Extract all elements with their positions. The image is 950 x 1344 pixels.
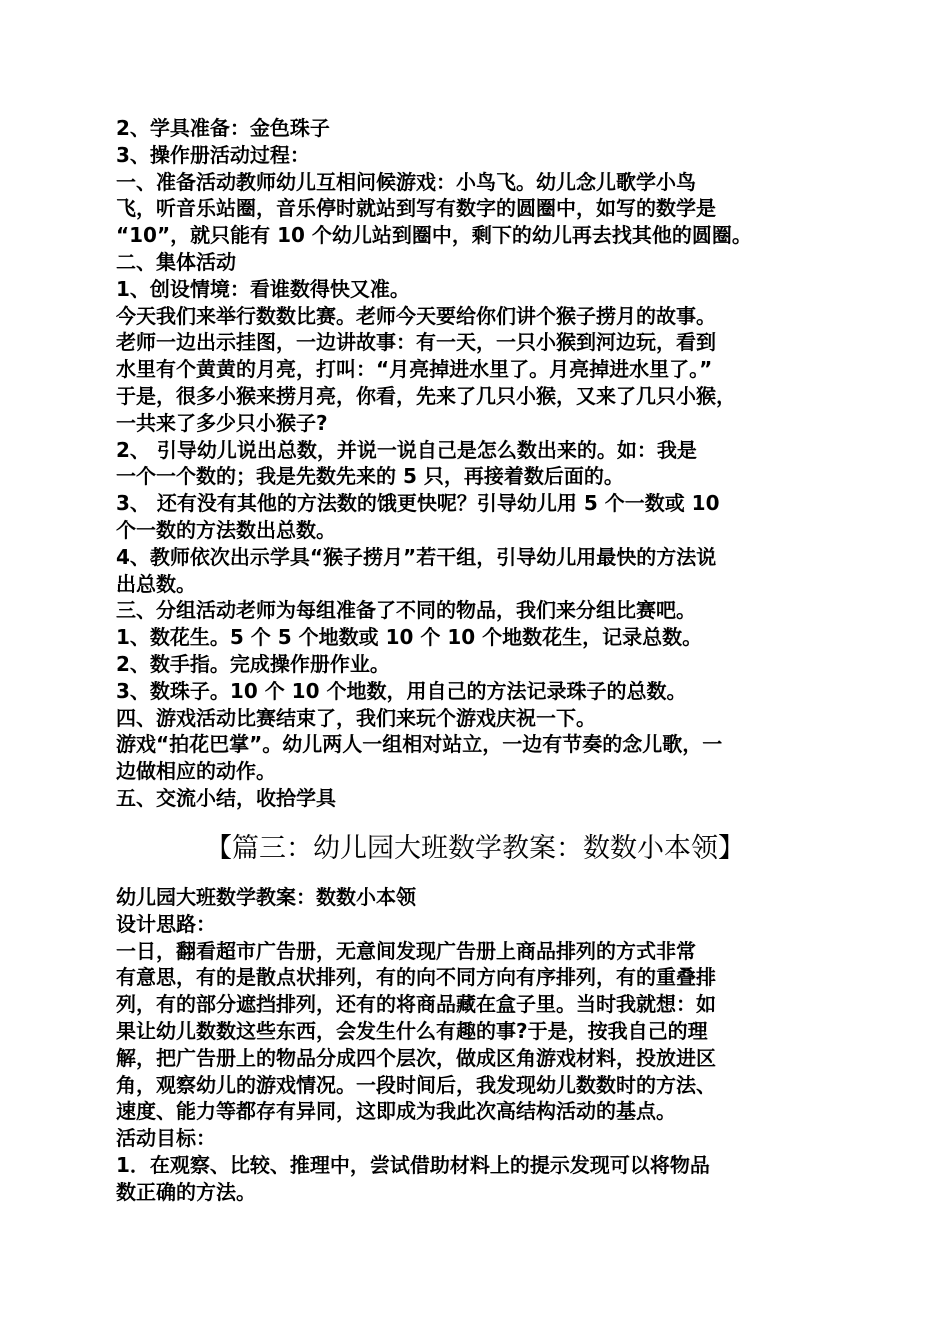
body-text-p3-line-6: 果让幼儿数数这些东西，会发生什么有趣的事?于是，按我自己的理 <box>116 1019 708 1043</box>
body-text-line-7: 1、创设情境：看谁数得快又准。 <box>116 276 410 301</box>
body-text-line-11: 于是，很多小猴来捞月亮，你看，先来了几只小猴，又来了几只小猴， <box>116 384 736 408</box>
body-text-line-5: “10”，就只能有 10 个幼儿站到圈中，剩下的幼儿再去找其他的圆圈。 <box>116 223 752 248</box>
body-text-p3-line-2: 设计思路： <box>116 911 216 936</box>
body-text-line-25: 边做相应的动作。 <box>116 759 276 784</box>
body-text-line-4: 飞，听音乐站圈，音乐停时就站到写有数字的圆圈中，如写的数学是 <box>116 196 716 221</box>
body-text-p3-line-12: 数正确的方法。 <box>116 1179 256 1204</box>
body-text-p3-line-10: 活动目标： <box>116 1126 216 1151</box>
body-text-line-14: 一个一个数的；我是先数先来的 5 只，再接着数后面的。 <box>116 464 624 489</box>
body-text-p3-line-8: 角，观察幼儿的游戏情况。一段时间后，我发现幼儿数数时的方法、 <box>116 1072 716 1097</box>
body-text-line-12: 一共来了多少只小猴子? <box>116 410 328 435</box>
body-text-line-15: 3、 还有没有其他的方法数的饿更快呢？引导幼儿用 5 个一数或 10 <box>116 491 720 516</box>
body-text-line-2: 3、操作册活动过程： <box>116 142 310 167</box>
body-text-line-6: 二、集体活动 <box>116 250 236 274</box>
body-text-p3-line-9: 速度、能力等都存有异同，这即成为我此次高结构活动的基点。 <box>116 1099 676 1124</box>
body-text-line-22: 3、数珠子。10 个 10 个地数，用自己的方法记录珠子的总数。 <box>116 678 687 703</box>
body-text-p3-line-5: 列，有的部分遮挡排列，还有的将商品藏在盒子里。当时我就想：如 <box>116 992 716 1017</box>
body-text-p3-line-11: 1．在观察、比较、推理中，尝试借助材料上的提示发现可以将物品 <box>116 1153 710 1177</box>
section-heading: 【篇三：幼儿园大班数学教案：数数小本领】 <box>205 833 745 864</box>
body-text-line-24: 游戏“拍花巴掌”。幼儿两人一组相对站立，一边有节奏的念儿歌，一 <box>116 732 723 757</box>
body-text-line-21: 2、数手指。完成操作册作业。 <box>116 652 390 676</box>
body-text-line-9: 老师一边出示挂图，一边讲故事：有一天，一只小猴到河边玩，看到 <box>116 330 716 355</box>
body-text-line-18: 出总数。 <box>116 571 196 596</box>
body-text-line-3: 一、准备活动教师幼儿互相问候游戏：小鸟飞。幼儿念儿歌学小鸟 <box>116 169 696 194</box>
body-text-p3-line-4: 有意思，有的是散点状排列，有的向不同方向有序排列，有的重叠排 <box>116 965 716 990</box>
body-text-line-16: 个一数的方法数出总数。 <box>116 518 336 542</box>
body-text-line-20: 1、数花生。5 个 5 个地数或 10 个 10 个地数花生，记录总数。 <box>116 625 703 650</box>
body-text-p3-line-3: 一日，翻看超市广告册，无意间发现广告册上商品排列的方式非常 <box>116 938 696 963</box>
body-text-line-1: 2、学具准备：金色珠子 <box>116 116 330 140</box>
body-text-line-23: 四、游戏活动比赛结束了，我们来玩个游戏庆祝一下。 <box>116 705 596 730</box>
body-text-line-8: 今天我们来举行数数比赛。老师今天要给你们讲个猴子捞月的故事。 <box>116 303 716 328</box>
body-text-line-19: 三、分组活动老师为每组准备了不同的物品，我们来分组比赛吧。 <box>116 598 696 623</box>
body-text-line-17: 4、教师依次出示学具“猴子捞月”若干组，引导幼儿用最快的方法说 <box>116 544 717 569</box>
body-text-line-13: 2、 引导幼儿说出总数，并说一说自己是怎么数出来的。如：我是 <box>116 437 697 462</box>
body-text-p3-line-7: 解，把广告册上的物品分成四个层次，做成区角游戏材料，投放进区 <box>116 1045 716 1070</box>
body-text-line-26: 五、交流小结，收拾学具 <box>116 786 336 810</box>
body-text-line-10: 水里有个黄黄的月亮，打叫：“月亮掉进水里了。月亮掉进水里了。” <box>116 357 713 382</box>
body-text-p3-line-1: 幼儿园大班数学教案：数数小本领 <box>116 885 416 909</box>
